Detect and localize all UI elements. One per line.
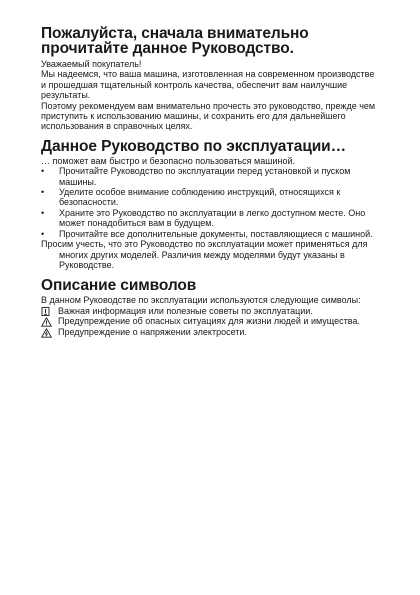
symbol-description: Важная информация или полезные советы по эксплуатации. bbox=[58, 305, 313, 316]
bullet-item bbox=[41, 208, 380, 229]
recommendation-paragraph: Поэтому рекомендуем вам внимательно прочесть это руководство, прежде чем приступить к использованию машины, и сохранить его для дальнейшего использования в справочных целях. bbox=[41, 100, 376, 132]
symbol-row bbox=[41, 316, 380, 327]
symbol-description: Предупреждение о напряжении электросети. bbox=[58, 327, 247, 338]
bullet-item bbox=[41, 187, 380, 208]
info-note-icon bbox=[41, 306, 58, 316]
bullet-text: Храните это Руководство по эксплуатации в легко доступном месте. Оно может понадобиться вам в будущем. bbox=[59, 207, 366, 229]
electric-shock-warning-icon bbox=[41, 327, 58, 338]
greeting: Уважаемый покупатель! bbox=[41, 59, 142, 69]
section-title-manual: Данное Руководство по эксплуатации… bbox=[41, 137, 347, 155]
section-title-symbols: Описание символов bbox=[41, 277, 197, 295]
models-note: Просим учесть, что это Руководство по эксплуатации может применяться для многих других моделей. Различия между моделями будут указаны в Руководстве. bbox=[41, 239, 368, 270]
symbol-description: Предупреждение об опасных ситуациях для жизни людей и имущества. bbox=[58, 316, 360, 327]
manual-intro: … поможет вам быстро и безопасно пользоваться машиной. bbox=[41, 155, 295, 166]
bullet-text: Прочитайте Руководство по эксплуатации перед установкой и пуском машины. bbox=[59, 166, 351, 187]
intro-paragraph: Мы надеемся, что ваша машина, изготовленная на современном производстве и прошедшая тщательный контроль качества, обеспечит вам наилучшие результаты. bbox=[41, 69, 375, 101]
section-title-read-manual: Пожалуйста, сначала внимательно прочитайте данное Руководство. bbox=[41, 25, 309, 57]
bullet-marker: • bbox=[41, 187, 45, 198]
symbol-row bbox=[41, 306, 380, 316]
bullet-marker: • bbox=[41, 166, 45, 177]
bullet-text: Прочитайте все дополнительные документы, поставляющиеся с машиной. bbox=[59, 228, 373, 239]
bullet-marker: • bbox=[41, 228, 45, 239]
bullet-text: Уделите особое внимание соблюдению инструкций, относящихся к безопасности. bbox=[59, 187, 341, 208]
bullet-item bbox=[41, 229, 380, 239]
symbol-row bbox=[41, 327, 380, 338]
bullet-marker: • bbox=[41, 207, 45, 218]
warning-triangle-icon bbox=[41, 316, 58, 327]
symbols-intro: В данном Руководстве по эксплуатации используются следующие символы: bbox=[41, 295, 361, 306]
bullet-item bbox=[41, 166, 380, 187]
